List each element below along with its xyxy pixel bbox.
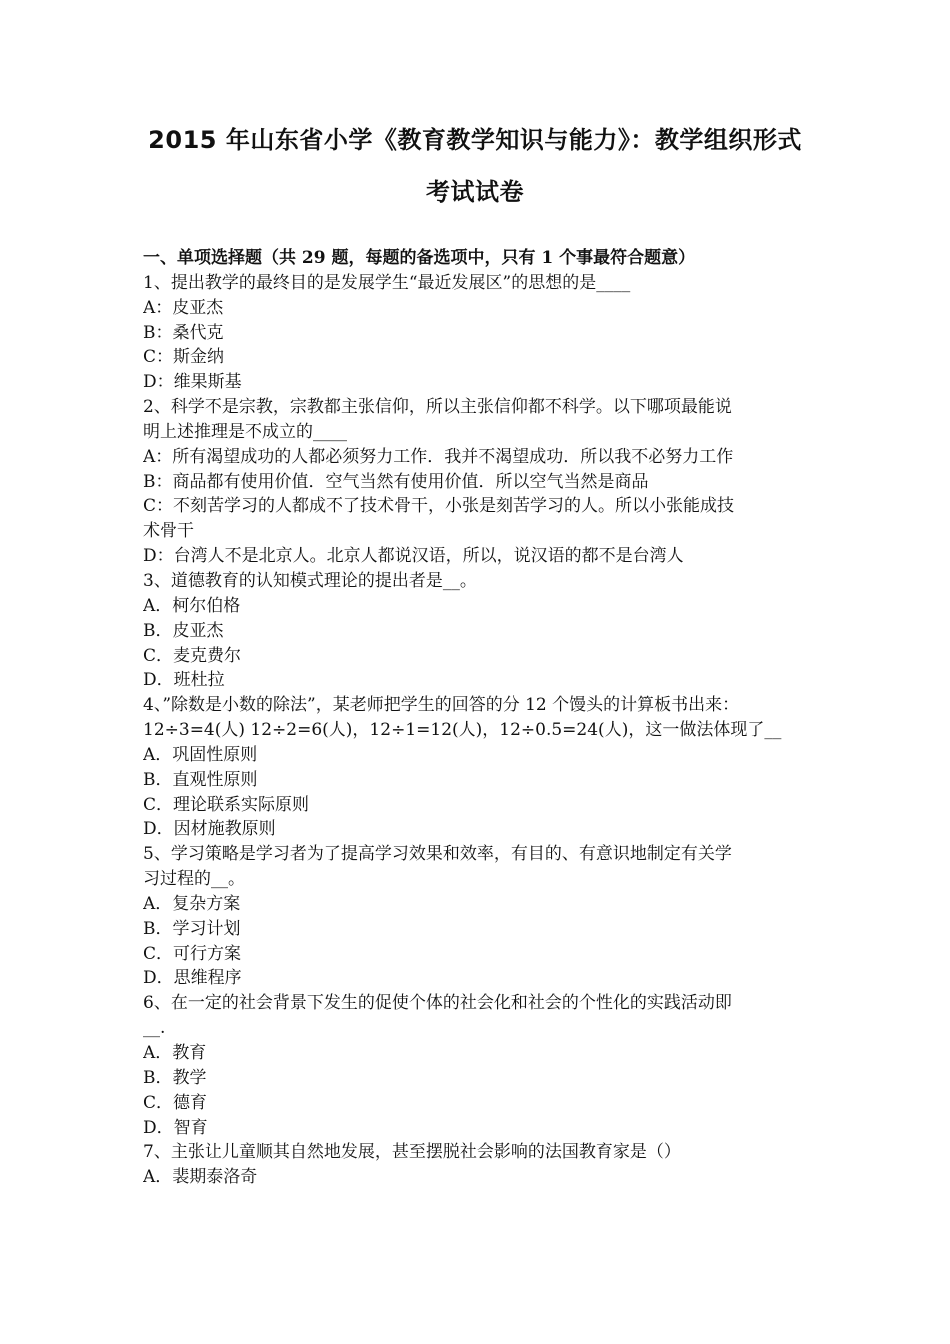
question-text-line: 4、”除数是小数的除法”，某老师把学生的回答的分 12 个馒头的计算板书出来：	[143, 695, 740, 716]
answer-option: A．巩固性原则	[143, 744, 258, 765]
answer-option: C：斯金纳	[143, 347, 225, 368]
section-heading: 一、单项选择题（共 29 题，每题的备选项中，只有 1 个事最符合题意）	[143, 248, 696, 268]
question-text-line: __.	[143, 1018, 166, 1039]
answer-option: C．可行方案	[143, 943, 242, 964]
answer-option: A．复杂方案	[143, 893, 241, 914]
answer-option: B：商品都有使用价值．空气当然有使用价值．所以空气当然是商品	[143, 471, 649, 492]
answer-option: B：桑代克	[143, 322, 224, 343]
answer-option: D：台湾人不是北京人。北京人都说汉语，所以，说汉语的都不是台湾人	[143, 546, 684, 567]
answer-option: A．柯尔伯格	[143, 595, 241, 616]
answer-option: A：皮亚杰	[143, 297, 224, 318]
question-text-line: 6、在一定的社会背景下发生的促使个体的社会化和社会的个性化的实践活动即	[143, 993, 732, 1014]
answer-option: A：所有渴望成功的人都必须努力工作．我并不渴望成功．所以我不必努力工作	[143, 446, 734, 467]
answer-option: B．学习计划	[143, 918, 241, 939]
answer-option: A．教育	[143, 1043, 207, 1063]
answer-option: D．思维程序	[143, 968, 242, 989]
answer-option: A．裴期泰洛奇	[143, 1167, 258, 1188]
answer-option: C．理论联系实际原则	[143, 794, 310, 815]
question-text-line: 2、科学不是宗教，宗教都主张信仰，所以主张信仰都不科学。以下哪项最能说	[143, 397, 732, 418]
answer-option: B．直观性原则	[143, 769, 258, 790]
question-text-line: 1、提出教学的最终目的是发展学生“最近发展区”的思想的是____	[143, 272, 631, 293]
answer-option: B．皮亚杰	[143, 620, 224, 641]
answer-option: D：维果斯基	[143, 372, 242, 393]
answer-option: C：不刻苦学习的人都成不了技术骨干，小张是刻苦学习的人。所以小张能成技	[143, 496, 735, 517]
question-text-line: 3、道德教育的认知模式理论的提出者是__。	[143, 570, 477, 591]
question-list	[143, 271, 813, 1190]
question-text-line: 5、学习策略是学习者为了提高学习效果和效率，有目的、有意识地制定有关学	[143, 844, 732, 865]
answer-option: C．德育	[143, 1092, 208, 1113]
document-title-line-1: 2015 年山东省小学《教育教学知识与能力》：教学组织形式	[148, 126, 802, 154]
answer-option: C．麦克费尔	[143, 645, 242, 666]
question-text-line: 12÷3=4(人) 12÷2=6(人)，12÷1=12(人)，12÷0.5=24(人)，这一做法体现了__	[143, 720, 782, 741]
document-title-line-2: 考试试卷	[426, 178, 524, 206]
answer-option: B．教学	[143, 1067, 207, 1088]
answer-option: D．班杜拉	[143, 670, 225, 691]
question-text-line: 术骨干	[143, 521, 194, 542]
document-body	[143, 246, 813, 1190]
question-text-line: 明上述推理是不成立的____	[143, 421, 347, 442]
question-text-line: 7、主张让儿童顺其自然地发展，甚至摆脱社会影响的法国教育家是（）	[143, 1142, 681, 1163]
answer-option: D．智育	[143, 1117, 208, 1138]
question-text-line: 习过程的__。	[143, 869, 245, 890]
answer-option: D．因材施教原则	[143, 819, 276, 840]
